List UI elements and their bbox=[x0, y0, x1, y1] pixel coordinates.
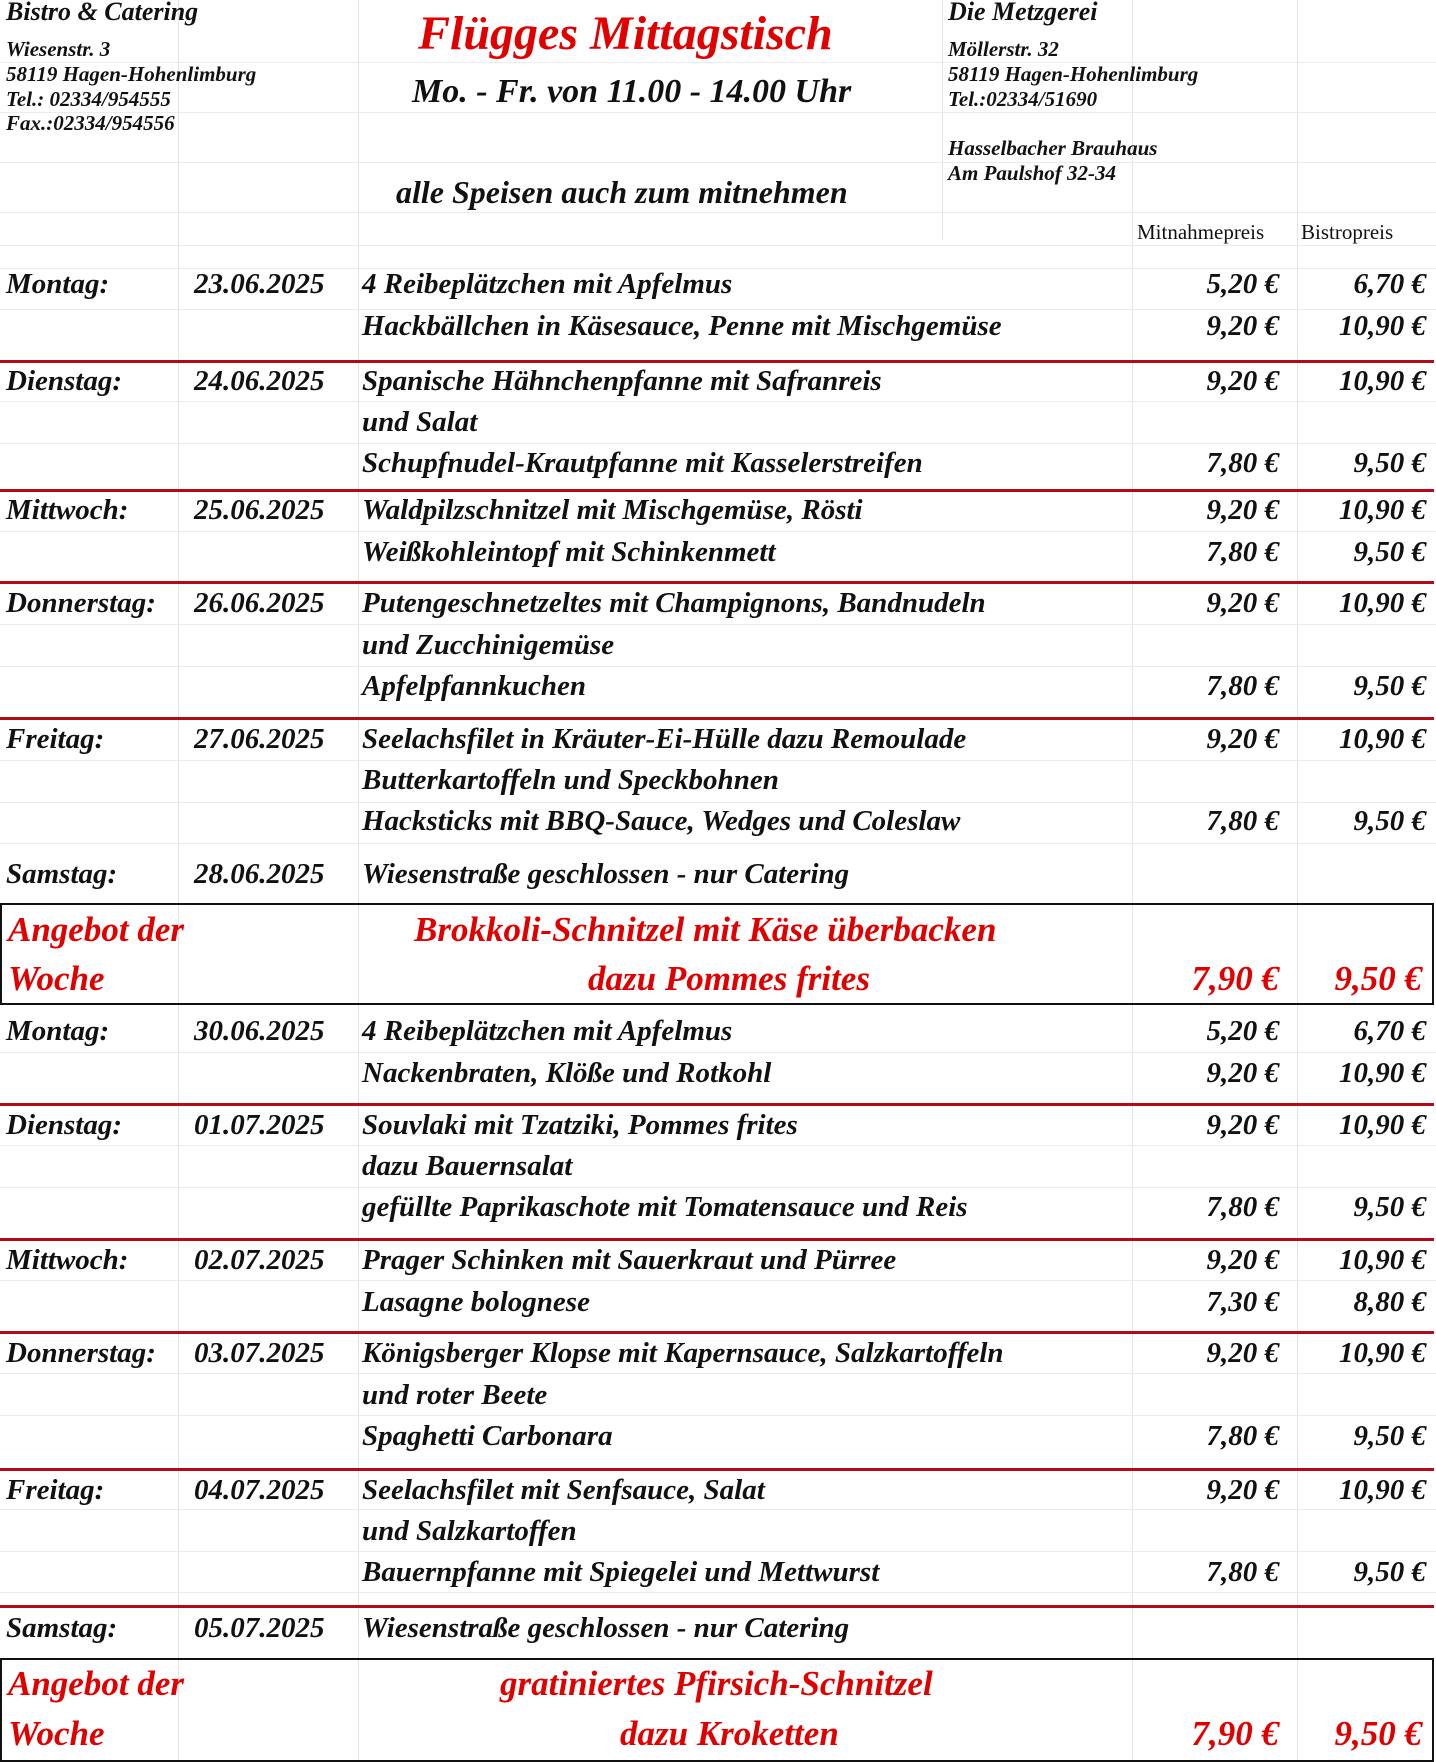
date: 28.06.2025 bbox=[194, 858, 325, 890]
takeaway-price: 9,20 € bbox=[1206, 1109, 1279, 1141]
bistro-price: 8,80 € bbox=[1353, 1286, 1426, 1318]
dish: Apfelpfannkuchen bbox=[362, 670, 586, 702]
day-label: Montag: bbox=[6, 1015, 110, 1047]
day-label: Dienstag: bbox=[6, 365, 122, 397]
day-label: Mittwoch: bbox=[6, 494, 129, 526]
takeaway-price: 5,20 € bbox=[1206, 1015, 1279, 1047]
day-label: Montag: bbox=[6, 268, 110, 300]
takeaway-note: alle Speisen auch zum mitnehmen bbox=[396, 174, 848, 210]
day-separator bbox=[0, 717, 1434, 720]
offer-label: Woche bbox=[8, 1714, 105, 1753]
bistro-price: 9,50 € bbox=[1353, 1191, 1426, 1223]
date: 30.06.2025 bbox=[194, 1015, 325, 1047]
closed-notice: Wiesenstraße geschlossen - nur Catering bbox=[362, 858, 850, 890]
brauhaus-name: Hasselbacher Brauhaus bbox=[948, 136, 1158, 160]
bistro-phone: Tel.: 02334/954555 bbox=[6, 87, 171, 111]
bistro-price: 9,50 € bbox=[1353, 536, 1426, 568]
bistro-price: 9,50 € bbox=[1353, 670, 1426, 702]
date: 03.07.2025 bbox=[194, 1337, 325, 1369]
day-separator bbox=[0, 1468, 1434, 1471]
takeaway-price: 7,80 € bbox=[1206, 1191, 1279, 1223]
bistro-price: 10,90 € bbox=[1339, 1244, 1426, 1276]
offer-bistro-price: 9,50 € bbox=[1334, 959, 1422, 998]
day-label: Donnerstag: bbox=[6, 1337, 156, 1369]
bistro-price: 10,90 € bbox=[1339, 1109, 1426, 1141]
dish: Hacksticks mit BBQ-Sauce, Wedges und Coleslaw bbox=[362, 805, 961, 837]
date: 23.06.2025 bbox=[194, 268, 325, 300]
dish-continued: und Salat bbox=[362, 406, 478, 438]
day-separator bbox=[0, 1331, 1434, 1334]
day-label: Samstag: bbox=[6, 1612, 118, 1644]
day-separator bbox=[0, 1103, 1434, 1106]
bistro-price: 10,90 € bbox=[1339, 723, 1426, 755]
offer-label: Woche bbox=[8, 959, 105, 998]
day-label: Freitag: bbox=[6, 723, 105, 755]
offer-dish: dazu Kroketten bbox=[620, 1714, 839, 1753]
takeaway-price: 9,20 € bbox=[1206, 1057, 1279, 1089]
offer-takeaway-price: 7,90 € bbox=[1191, 959, 1279, 998]
takeaway-price: 7,80 € bbox=[1206, 1556, 1279, 1588]
dish: Seelachsfilet mit Senfsauce, Salat bbox=[362, 1474, 765, 1506]
day-label: Donnerstag: bbox=[6, 587, 156, 619]
takeaway-price: 7,80 € bbox=[1206, 805, 1279, 837]
date: 02.07.2025 bbox=[194, 1244, 325, 1276]
dish: Schupfnudel-Krautpfanne mit Kasselerstreifen bbox=[362, 447, 923, 479]
dish: Bauernpfanne mit Spiegelei und Mettwurst bbox=[362, 1556, 880, 1588]
butcher-phone: Tel.:02334/51690 bbox=[948, 87, 1098, 111]
takeaway-price: 9,20 € bbox=[1206, 1474, 1279, 1506]
bistro-price: 10,90 € bbox=[1339, 365, 1426, 397]
butcher-street: Möllerstr. 32 bbox=[948, 37, 1059, 61]
bistro-name: Bistro & Catering bbox=[6, 0, 199, 26]
butcher-name: Die Metzgerei bbox=[948, 0, 1098, 26]
day-label: Mittwoch: bbox=[6, 1244, 129, 1276]
day-separator bbox=[0, 581, 1434, 584]
day-label: Freitag: bbox=[6, 1474, 105, 1506]
col-takeaway-price: Mitnahmepreis bbox=[1137, 220, 1265, 244]
bistro-price: 6,70 € bbox=[1353, 1015, 1426, 1047]
bistro-price: 9,50 € bbox=[1353, 1556, 1426, 1588]
takeaway-price: 7,80 € bbox=[1206, 1420, 1279, 1452]
day-label: Samstag: bbox=[6, 858, 118, 890]
dish: Souvlaki mit Tzatziki, Pommes frites bbox=[362, 1109, 798, 1141]
bistro-price: 10,90 € bbox=[1339, 1057, 1426, 1089]
takeaway-price: 7,80 € bbox=[1206, 536, 1279, 568]
date: 27.06.2025 bbox=[194, 723, 325, 755]
offer-takeaway-price: 7,90 € bbox=[1191, 1714, 1279, 1753]
page-title: Flügges Mittagstisch bbox=[418, 7, 833, 60]
offer-bistro-price: 9,50 € bbox=[1334, 1714, 1422, 1753]
dish-continued: Butterkartoffeln und Speckbohnen bbox=[362, 764, 779, 796]
dish: Lasagne bolognese bbox=[362, 1286, 590, 1318]
date: 01.07.2025 bbox=[194, 1109, 325, 1141]
dish-continued: und Zucchinigemüse bbox=[362, 629, 615, 661]
bistro-price: 10,90 € bbox=[1339, 1337, 1426, 1369]
day-separator bbox=[0, 360, 1434, 363]
takeaway-price: 9,20 € bbox=[1206, 310, 1279, 342]
bistro-street: Wiesenstr. 3 bbox=[6, 37, 111, 61]
offer-dish: dazu Pommes frites bbox=[588, 959, 870, 998]
brauhaus-address: Am Paulshof 32-34 bbox=[948, 161, 1117, 185]
dish: Königsberger Klopse mit Kapernsauce, Salzkartoffeln bbox=[362, 1337, 1004, 1369]
dish-continued: und roter Beete bbox=[362, 1379, 548, 1411]
day-separator bbox=[0, 489, 1434, 492]
dish-continued: dazu Bauernsalat bbox=[362, 1150, 573, 1182]
bistro-price: 9,50 € bbox=[1353, 447, 1426, 479]
bistro-price: 9,50 € bbox=[1353, 805, 1426, 837]
dish: Putengeschnetzeltes mit Champignons, Bandnudeln bbox=[362, 587, 986, 619]
offer-label: Angebot der bbox=[8, 1664, 184, 1703]
col-bistro-price: Bistropreis bbox=[1301, 220, 1394, 244]
offer-dish: gratiniertes Pfirsich-Schnitzel bbox=[500, 1664, 933, 1703]
dish: Spaghetti Carbonara bbox=[362, 1420, 613, 1452]
dish: Waldpilzschnitzel mit Mischgemüse, Rösti bbox=[362, 494, 863, 526]
bistro-price: 9,50 € bbox=[1353, 1420, 1426, 1452]
bistro-price: 6,70 € bbox=[1353, 268, 1426, 300]
takeaway-price: 7,80 € bbox=[1206, 447, 1279, 479]
dish: 4 Reibeplätzchen mit Apfelmus bbox=[362, 268, 733, 300]
takeaway-price: 5,20 € bbox=[1206, 268, 1279, 300]
bistro-price: 10,90 € bbox=[1339, 587, 1426, 619]
dish: Weißkohleintopf mit Schinkenmett bbox=[362, 536, 776, 568]
bistro-city: 58119 Hagen-Hohenlimburg bbox=[6, 62, 257, 86]
dish: Seelachsfilet in Kräuter-Ei-Hülle dazu Remoulade bbox=[362, 723, 967, 755]
date: 24.06.2025 bbox=[194, 365, 325, 397]
closed-notice: Wiesenstraße geschlossen - nur Catering bbox=[362, 1612, 850, 1644]
butcher-city: 58119 Hagen-Hohenlimburg bbox=[948, 62, 1199, 86]
takeaway-price: 9,20 € bbox=[1206, 1244, 1279, 1276]
day-separator bbox=[0, 1605, 1434, 1608]
date: 26.06.2025 bbox=[194, 587, 325, 619]
takeaway-price: 9,20 € bbox=[1206, 587, 1279, 619]
dish: 4 Reibeplätzchen mit Apfelmus bbox=[362, 1015, 733, 1047]
takeaway-price: 9,20 € bbox=[1206, 723, 1279, 755]
takeaway-price: 9,20 € bbox=[1206, 1337, 1279, 1369]
dish: gefüllte Paprikaschote mit Tomatensauce und Reis bbox=[362, 1191, 968, 1223]
opening-hours: Mo. - Fr. von 11.00 - 14.00 Uhr bbox=[412, 73, 852, 110]
dish: Hackbällchen in Käsesauce, Penne mit Mischgemüse bbox=[362, 310, 1002, 342]
bistro-fax: Fax.:02334/954556 bbox=[6, 111, 175, 135]
bistro-price: 10,90 € bbox=[1339, 1474, 1426, 1506]
takeaway-price: 9,20 € bbox=[1206, 494, 1279, 526]
dish-continued: und Salzkartoffen bbox=[362, 1515, 577, 1547]
day-separator bbox=[0, 1238, 1434, 1241]
dish: Nackenbraten, Klöße und Rotkohl bbox=[362, 1057, 772, 1089]
offer-dish: Brokkoli-Schnitzel mit Käse überbacken bbox=[414, 910, 997, 949]
dish: Prager Schinken mit Sauerkraut und Pürree bbox=[362, 1244, 897, 1276]
bistro-price: 10,90 € bbox=[1339, 310, 1426, 342]
date: 05.07.2025 bbox=[194, 1612, 325, 1644]
takeaway-price: 7,30 € bbox=[1206, 1286, 1279, 1318]
dish: Spanische Hähnchenpfanne mit Safranreis bbox=[362, 365, 882, 397]
offer-label: Angebot der bbox=[8, 910, 184, 949]
date: 04.07.2025 bbox=[194, 1474, 325, 1506]
takeaway-price: 7,80 € bbox=[1206, 670, 1279, 702]
day-label: Dienstag: bbox=[6, 1109, 122, 1141]
bistro-price: 10,90 € bbox=[1339, 494, 1426, 526]
date: 25.06.2025 bbox=[194, 494, 325, 526]
takeaway-price: 9,20 € bbox=[1206, 365, 1279, 397]
